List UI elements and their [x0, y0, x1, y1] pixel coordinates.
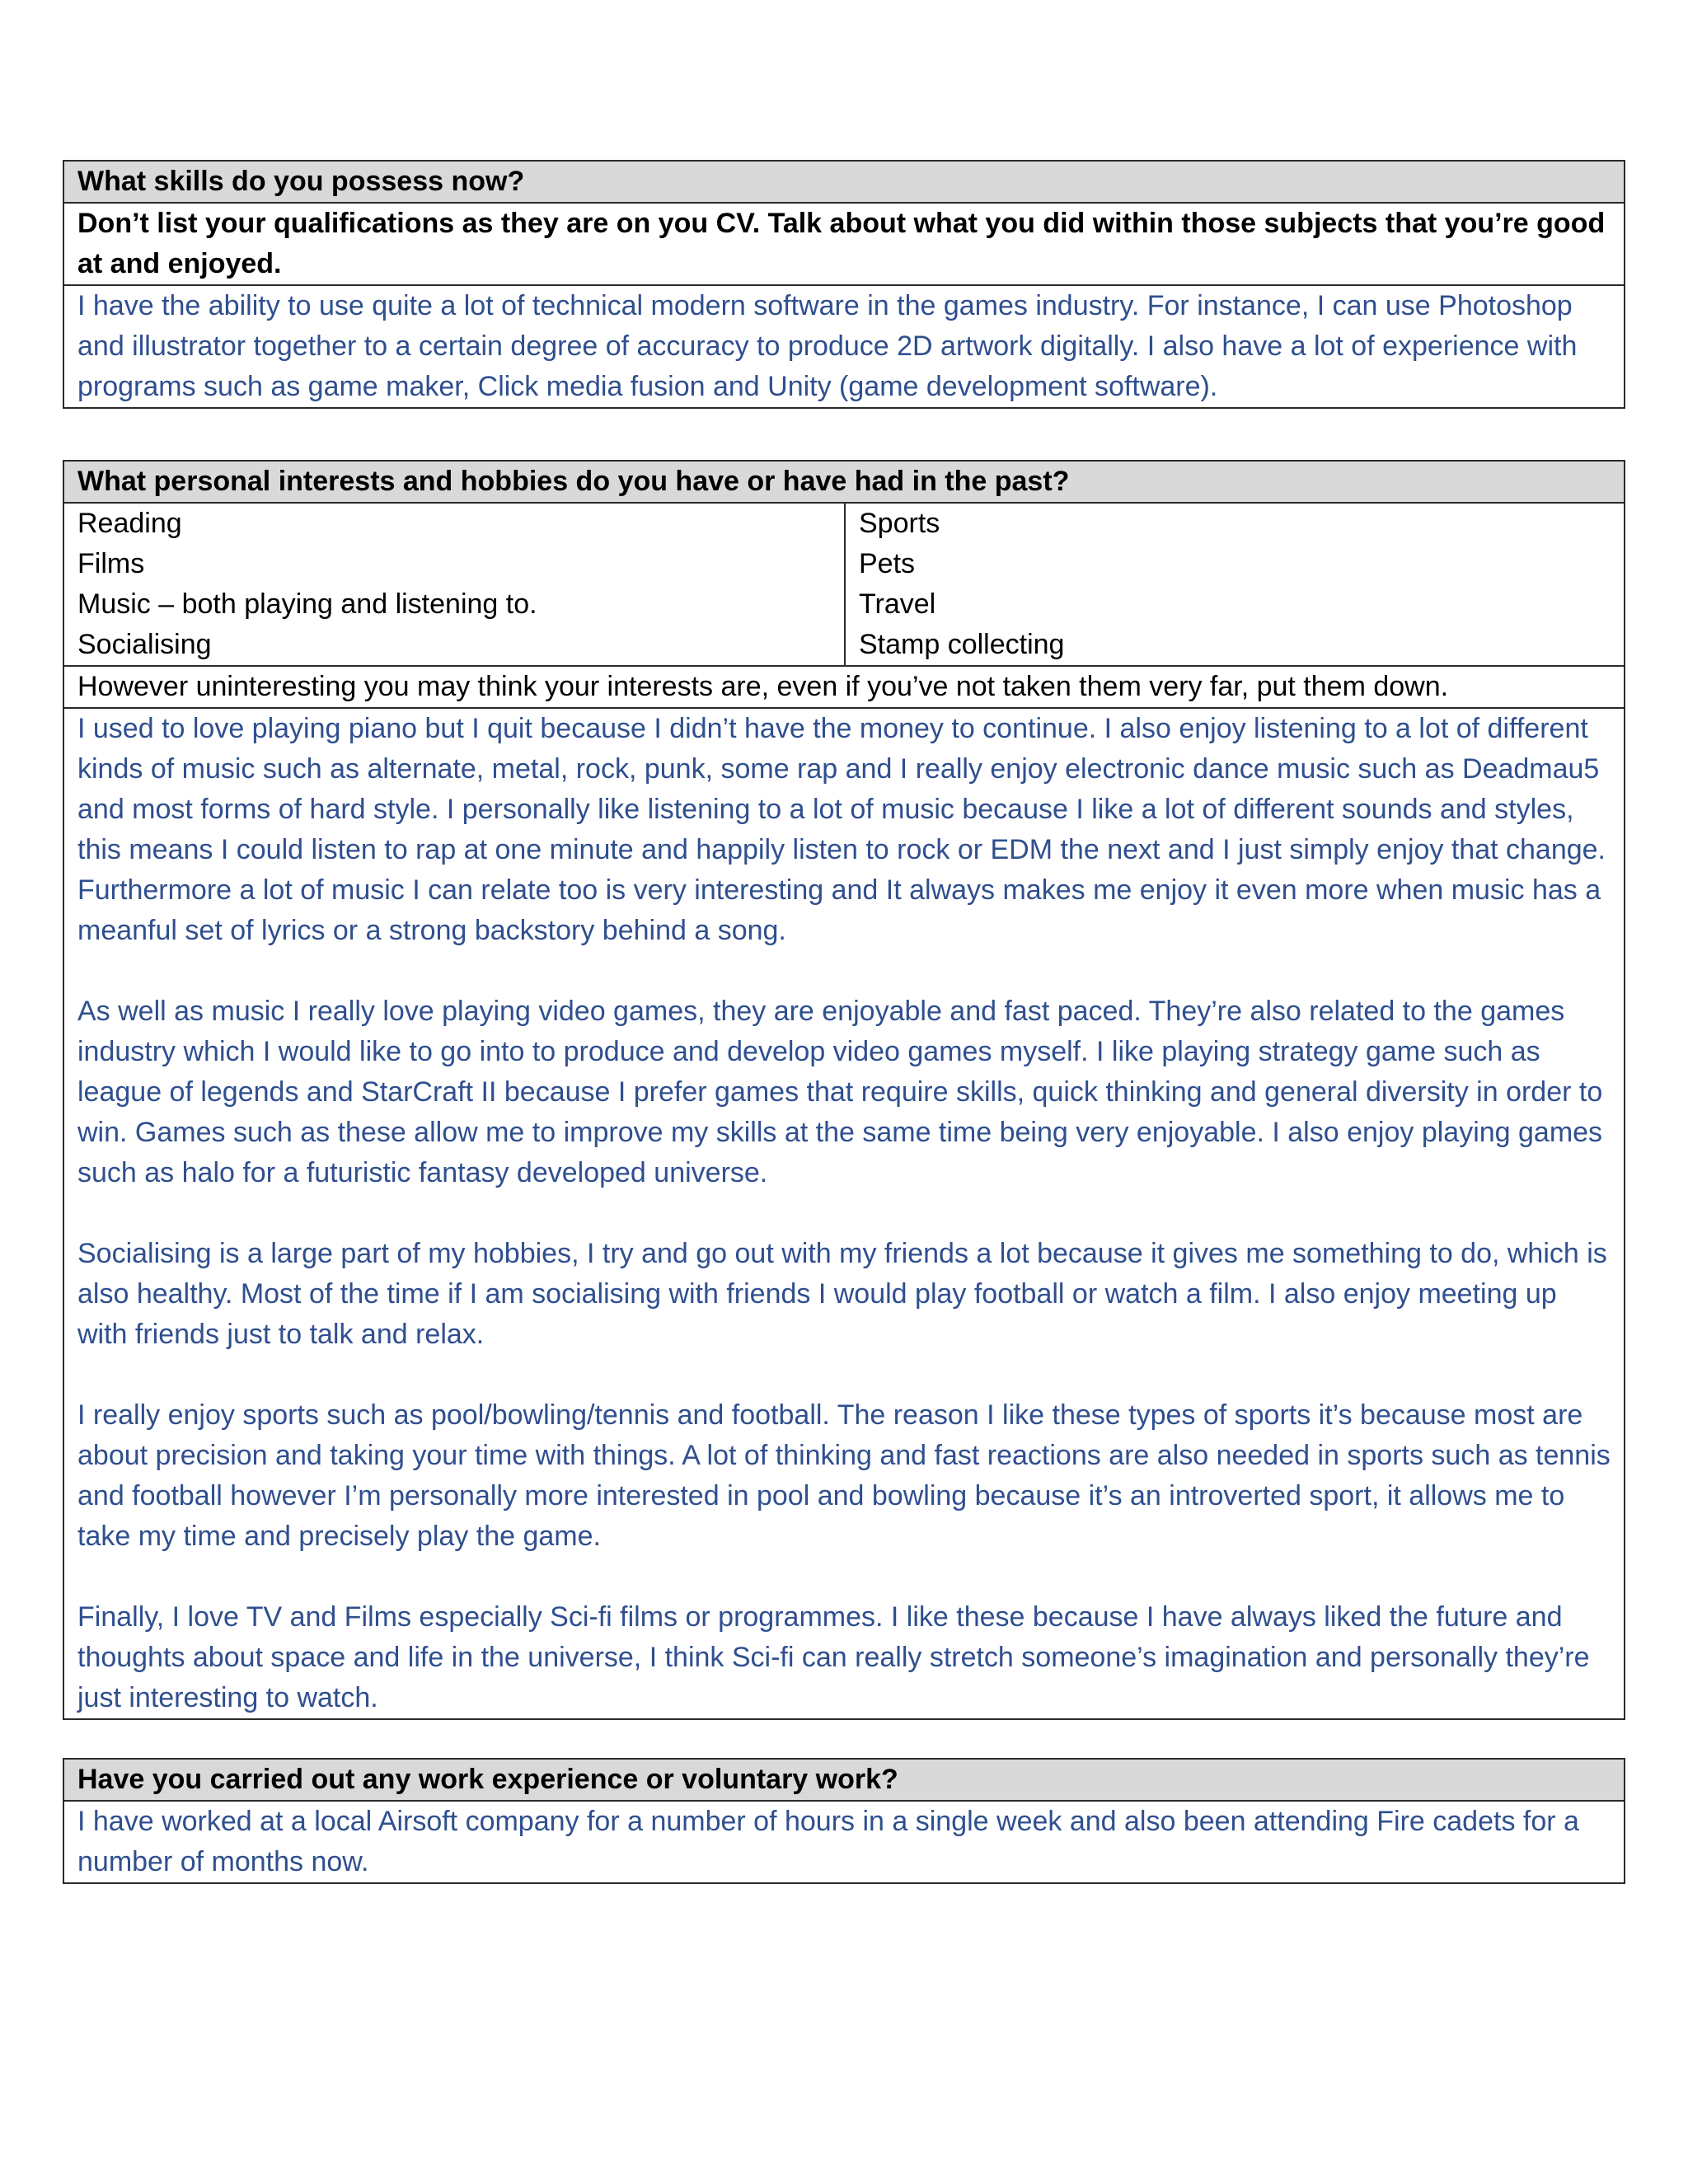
example-item: Socialising — [77, 629, 212, 660]
interests-instruction: However uninteresting you may think your interests are, even if you’ve not taken them very far, put them down. — [64, 667, 1624, 709]
skills-heading: What skills do you possess now? — [64, 162, 1624, 204]
skills-instruction: Don’t list your qualifications as they are on you CV. Talk about what you did within those subjects that you’re good at and enjoyed. — [64, 204, 1624, 286]
skills-section — [63, 160, 1625, 409]
example-item: Films — [77, 548, 145, 579]
skills-answer-text: I have the ability to use quite a lot of technical modern software in the games industry. For instance, I can use Photoshop and illustrator together to a certain degree of accuracy to produce 2D artwork digitally. I also have a lot of experience with programs such as game maker, Click media fusion and Unity (game development software). — [77, 290, 1578, 402]
interests-answer-paragraph: As well as music I really love playing video games, they are enjoyable and fast paced. They’re also related to the games industry which I would like to go into to produce and develop video games myself. I like playing strategy game such as league of legends and StarCraft II because I prefer games that require skills, quick thinking and general diversity in order to win. Games such as these allow me to improve my skills at the same time being very enjoyable. I also enjoy playing games such as halo for a futuristic fantasy developed universe. — [77, 996, 1603, 1188]
interests-examples — [64, 504, 1624, 667]
example-item: Sports — [859, 508, 940, 539]
interests-examples-left — [64, 504, 844, 665]
example-item: Pets — [859, 548, 916, 579]
interests-answer-paragraph: Finally, I love TV and Films especially Sci-fi films or programmes. I like these because I have always liked the future and thoughts about space and life in the universe, I think Sci-fi can really stretch someone’s imagination and personally they’re just interesting to watch. — [77, 1601, 1590, 1713]
interests-answer-paragraph: I used to love playing piano but I quit because I didn’t have the money to continue. I also enjoy listening to a lot of different kinds of music such as alternate, metal, rock, punk, some rap and I really enjoy electronic dance music such as Deadmau5 and most forms of hard style. I personally like listening to a lot of music because I like a lot of different sounds and styles, this means I could listen to rap at one minute and happily listen to rock or EDM the next and I just simply enjoy that change. Furthermore a lot of music I can relate too is very interesting and It always makes me enjoy it even more when music has a meanful set of lyrics or a strong backstory behind a song. — [77, 713, 1606, 946]
work-section — [63, 1758, 1625, 1884]
example-item: Reading — [77, 508, 182, 539]
skills-answer[interactable] — [64, 286, 1624, 407]
interests-section — [63, 460, 1625, 1720]
work-heading: Have you carried out any work experience or voluntary work? — [64, 1760, 1624, 1802]
interests-heading: What personal interests and hobbies do you have or have had in the past? — [64, 462, 1624, 504]
example-item: Music – both playing and listening to. — [77, 588, 537, 620]
work-answer-text: I have worked at a local Airsoft company for a number of hours in a single week and also been attending Fire cadets for a number of months now. — [77, 1806, 1579, 1877]
work-answer[interactable] — [64, 1802, 1624, 1882]
interests-answer-paragraph: I really enjoy sports such as pool/bowling/tennis and football. The reason I like these types of sports it’s because most are about precision and taking your time with things. A lot of thinking and fast reactions are also needed in sports such as tennis and football however I’m personally more interested in pool and bowling because it’s an introverted sport, it allows me to take my time and precisely play the game. — [77, 1399, 1611, 1552]
example-item: Stamp collecting — [859, 629, 1065, 660]
interests-answer-paragraph: Socialising is a large part of my hobbies, I try and go out with my friends a lot because it gives me something to do, which is also healthy. Most of the time if I am socialising with friends I would play football or watch a film. I also enjoy meeting up with friends just to talk and relax. — [77, 1238, 1607, 1350]
interests-answer[interactable] — [64, 709, 1624, 1718]
example-item: Travel — [859, 588, 936, 620]
interests-examples-right — [844, 504, 1624, 665]
